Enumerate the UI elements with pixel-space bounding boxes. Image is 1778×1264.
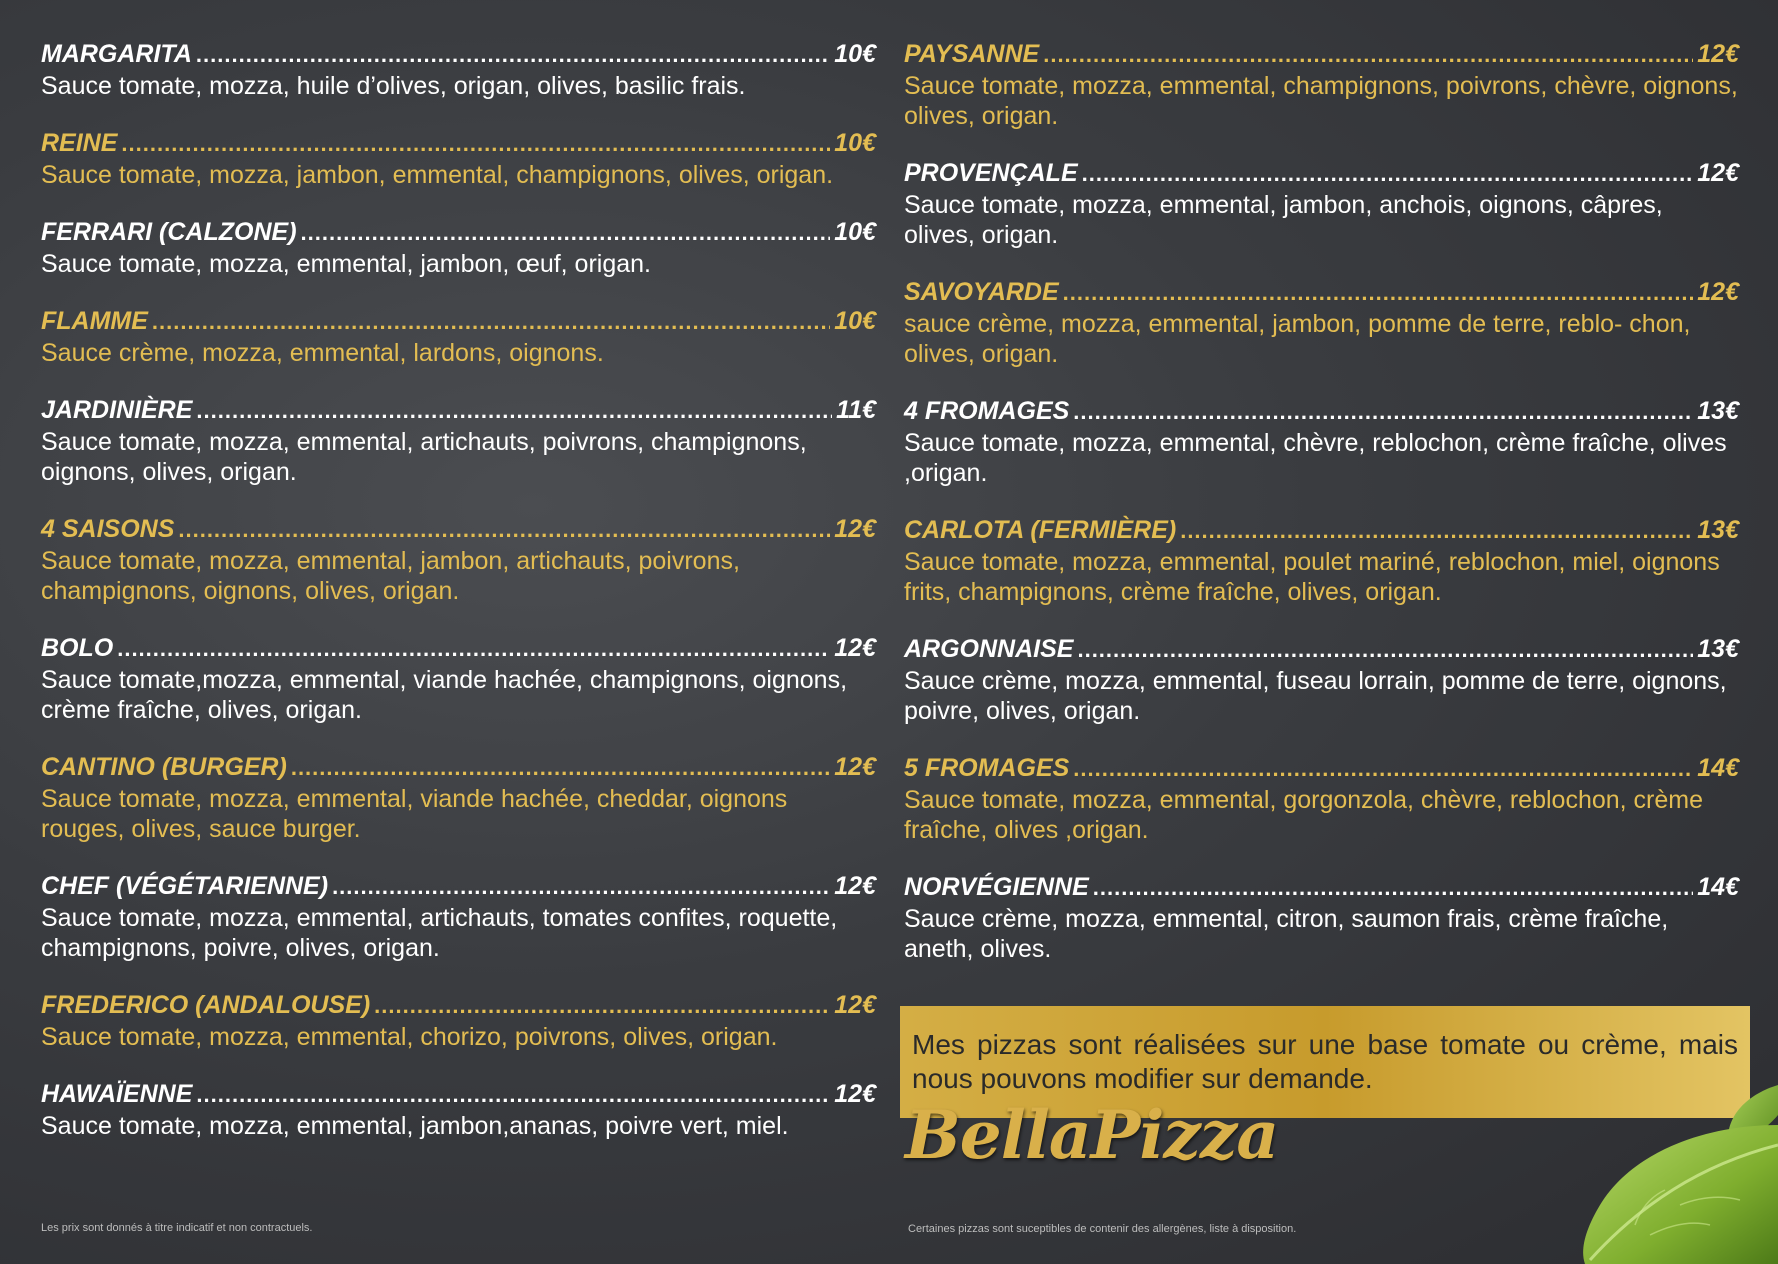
dot-leader [1082,161,1694,187]
menu-item-header [41,1080,876,1109]
pizza-name: PAYSANNE [904,40,1040,68]
menu-item-header [904,873,1739,902]
pizza-name: MARGARITA [41,40,192,68]
pizza-name: CHEF (VÉGÉTARIENNE) [41,872,329,900]
pizza-description: Sauce tomate, mozza, emmental, artichauts, poivrons, champignons, oignons, olives, origan. [41,428,807,486]
menu-item [41,396,876,487]
menu-item [41,1080,876,1141]
pizza-description: Sauce crème, mozza, emmental, citron, saumon frais, crème fraîche, aneth, olives. [904,905,1669,963]
pizza-price: 12€ [834,634,876,662]
pizza-name: 5 FROMAGES [904,754,1070,782]
pizza-price: 14€ [1697,873,1739,901]
dot-leader [196,42,830,68]
price-disclaimer: Les prix sont donnés à titre indicatif et non contractuels. [41,1222,313,1234]
menu-item [904,754,1739,845]
pizza-price: 10€ [834,218,876,246]
menu-item-header [41,307,876,336]
pizza-name: ARGONNAISE [904,635,1074,663]
menu-item-header [41,40,876,69]
menu-item-header [41,634,876,663]
pizza-description: Sauce tomate, mozza, emmental, champignons, poivrons, chèvre, oignons, olives, origan. [904,72,1738,130]
pizza-description: Sauce tomate, mozza, jambon, emmental, champignons, olives, origan. [41,161,834,189]
pizza-description: Sauce tomate, mozza, emmental, gorgonzola, chèvre, reblochon, crème fraîche, olives ,origan. [904,786,1704,844]
pizza-price: 13€ [1697,516,1739,544]
pizza-name: 4 SAISONS [41,515,175,543]
menu-item-header [41,129,876,158]
pizza-price: 12€ [834,515,876,543]
dot-leader [301,220,831,246]
pizza-description: Sauce tomate, mozza, emmental, jambon, anchois, oignons, câpres, olives, origan. [904,191,1663,249]
pizza-price: 10€ [834,40,876,68]
pizza-name: CARLOTA (FERMIÈRE) [904,516,1177,544]
pizza-name: JARDINIÈRE [41,396,193,424]
dot-leader [1180,518,1693,544]
menu-item-header [41,991,876,1020]
menu-item-header [904,397,1739,426]
pizza-description: sauce crème, mozza, emmental, jambon, pomme de terre, reblo- chon, olives, origan. [904,310,1691,368]
menu-item [41,515,876,606]
allergen-disclaimer: Certaines pizzas sont suceptibles de contenir des allergènes, liste à disposition. [908,1223,1297,1235]
pizza-price: 11€ [836,396,876,424]
pizza-name: SAVOYARDE [904,278,1059,306]
menu-item [41,872,876,963]
pizza-name: HAWAÏENNE [41,1080,193,1108]
menu-item [904,40,1739,131]
pizza-price: 12€ [834,991,876,1019]
menu-column-right [904,40,1739,992]
pizza-price: 12€ [834,872,876,900]
pizza-name: CANTINO (BURGER) [41,753,287,781]
pizza-description: Sauce tomate, mozza, emmental, viande hachée, cheddar, oignons rouges, olives, sauce burger. [41,785,788,843]
menu-item-header [41,515,876,544]
menu-item-header [904,159,1739,188]
menu-column-left [41,40,876,1169]
pizza-price: 12€ [1697,159,1739,187]
pizza-description: Sauce tomate, mozza, emmental, poulet mariné, reblochon, miel, oignons frits, champignons, crème fraîche, olives, origan. [904,548,1720,606]
menu-item [904,159,1739,250]
pizza-price: 12€ [834,1080,876,1108]
menu-item [41,991,876,1052]
pizza-description: Sauce tomate,mozza, emmental, viande hachée, champignons, oignons, crème fraîche, olives, origan. [41,666,848,724]
pizza-description: Sauce tomate, mozza, emmental, artichauts, tomates confites, roquette, champignons, poivre, olives, origan. [41,904,838,962]
dot-leader [117,636,830,662]
menu-item [41,40,876,101]
pizza-name: BOLO [41,634,114,662]
pizza-name: FLAMME [41,307,148,335]
pizza-price: 12€ [834,753,876,781]
dot-leader [1043,42,1693,68]
menu-item [904,873,1739,964]
pizza-name: FERRARI (CALZONE) [41,218,297,246]
menu-item-header [904,516,1739,545]
pizza-price: 14€ [1697,754,1739,782]
dot-leader [1077,637,1693,663]
menu-item [904,635,1739,726]
menu-item-header [41,872,876,901]
pizza-price: 10€ [834,129,876,157]
menu-item-header [41,753,876,782]
dot-leader [196,398,832,424]
menu-item [904,397,1739,488]
pizza-price: 13€ [1697,635,1739,663]
dot-leader [374,993,830,1019]
dot-leader [332,874,830,900]
pizza-price: 12€ [1697,40,1739,68]
pizza-description: Sauce tomate, mozza, emmental, jambon, œuf, origan. [41,250,651,278]
dot-leader [291,755,830,781]
pizza-price: 12€ [1697,278,1739,306]
dot-leader [1093,875,1694,901]
menu-item [41,129,876,190]
menu-item [41,218,876,279]
pizza-name: REINE [41,129,118,157]
dot-leader [1063,280,1694,306]
dot-leader [121,131,830,157]
menu-item [41,753,876,844]
dot-leader [196,1082,830,1108]
pizza-description: Sauce tomate, mozza, emmental, jambon,ananas, poivre vert, miel. [41,1112,789,1140]
pizza-description: Sauce crème, mozza, emmental, fuseau lorrain, pomme de terre, oignons, poivre, olives, origan. [904,667,1727,725]
notice-text: Mes pizzas sont réalisées sur une base tomate ou crème, mais nous pouvons modifier sur demande. [912,1029,1738,1094]
pizza-name: PROVENÇALE [904,159,1078,187]
menu-item-header [904,635,1739,664]
pizza-price: 13€ [1697,397,1739,425]
pizza-description: Sauce crème, mozza, emmental, lardons, oignons. [41,339,604,367]
pizza-name: FREDERICO (ANDALOUSE) [41,991,371,1019]
dot-leader [1073,399,1693,425]
menu-item-header [904,278,1739,307]
pizza-description: Sauce tomate, mozza, emmental, chèvre, reblochon, crème fraîche, olives ,origan. [904,429,1727,487]
brand-logo: BellaPizza [905,1096,1279,1174]
pizza-description: Sauce tomate, mozza, huile d’olives, origan, olives, basilic frais. [41,72,746,100]
pizza-name: 4 FROMAGES [904,397,1070,425]
dot-leader [1073,756,1693,782]
menu-item [41,634,876,725]
menu-item-header [41,396,876,425]
menu-item-header [904,754,1739,783]
basil-leaves-icon [1530,1085,1778,1264]
pizza-description: Sauce tomate, mozza, emmental, jambon, artichauts, poivrons, champignons, oignons, olives, origan. [41,547,740,605]
menu-item-header [41,218,876,247]
pizza-description: Sauce tomate, mozza, emmental, chorizo, poivrons, olives, origan. [41,1023,778,1051]
dot-leader [152,309,830,335]
dot-leader [178,517,830,543]
pizza-name: NORVÉGIENNE [904,873,1089,901]
menu-item [904,516,1739,607]
pizza-price: 10€ [834,307,876,335]
menu-item [41,307,876,368]
menu-item-header [904,40,1739,69]
menu-item [904,278,1739,369]
